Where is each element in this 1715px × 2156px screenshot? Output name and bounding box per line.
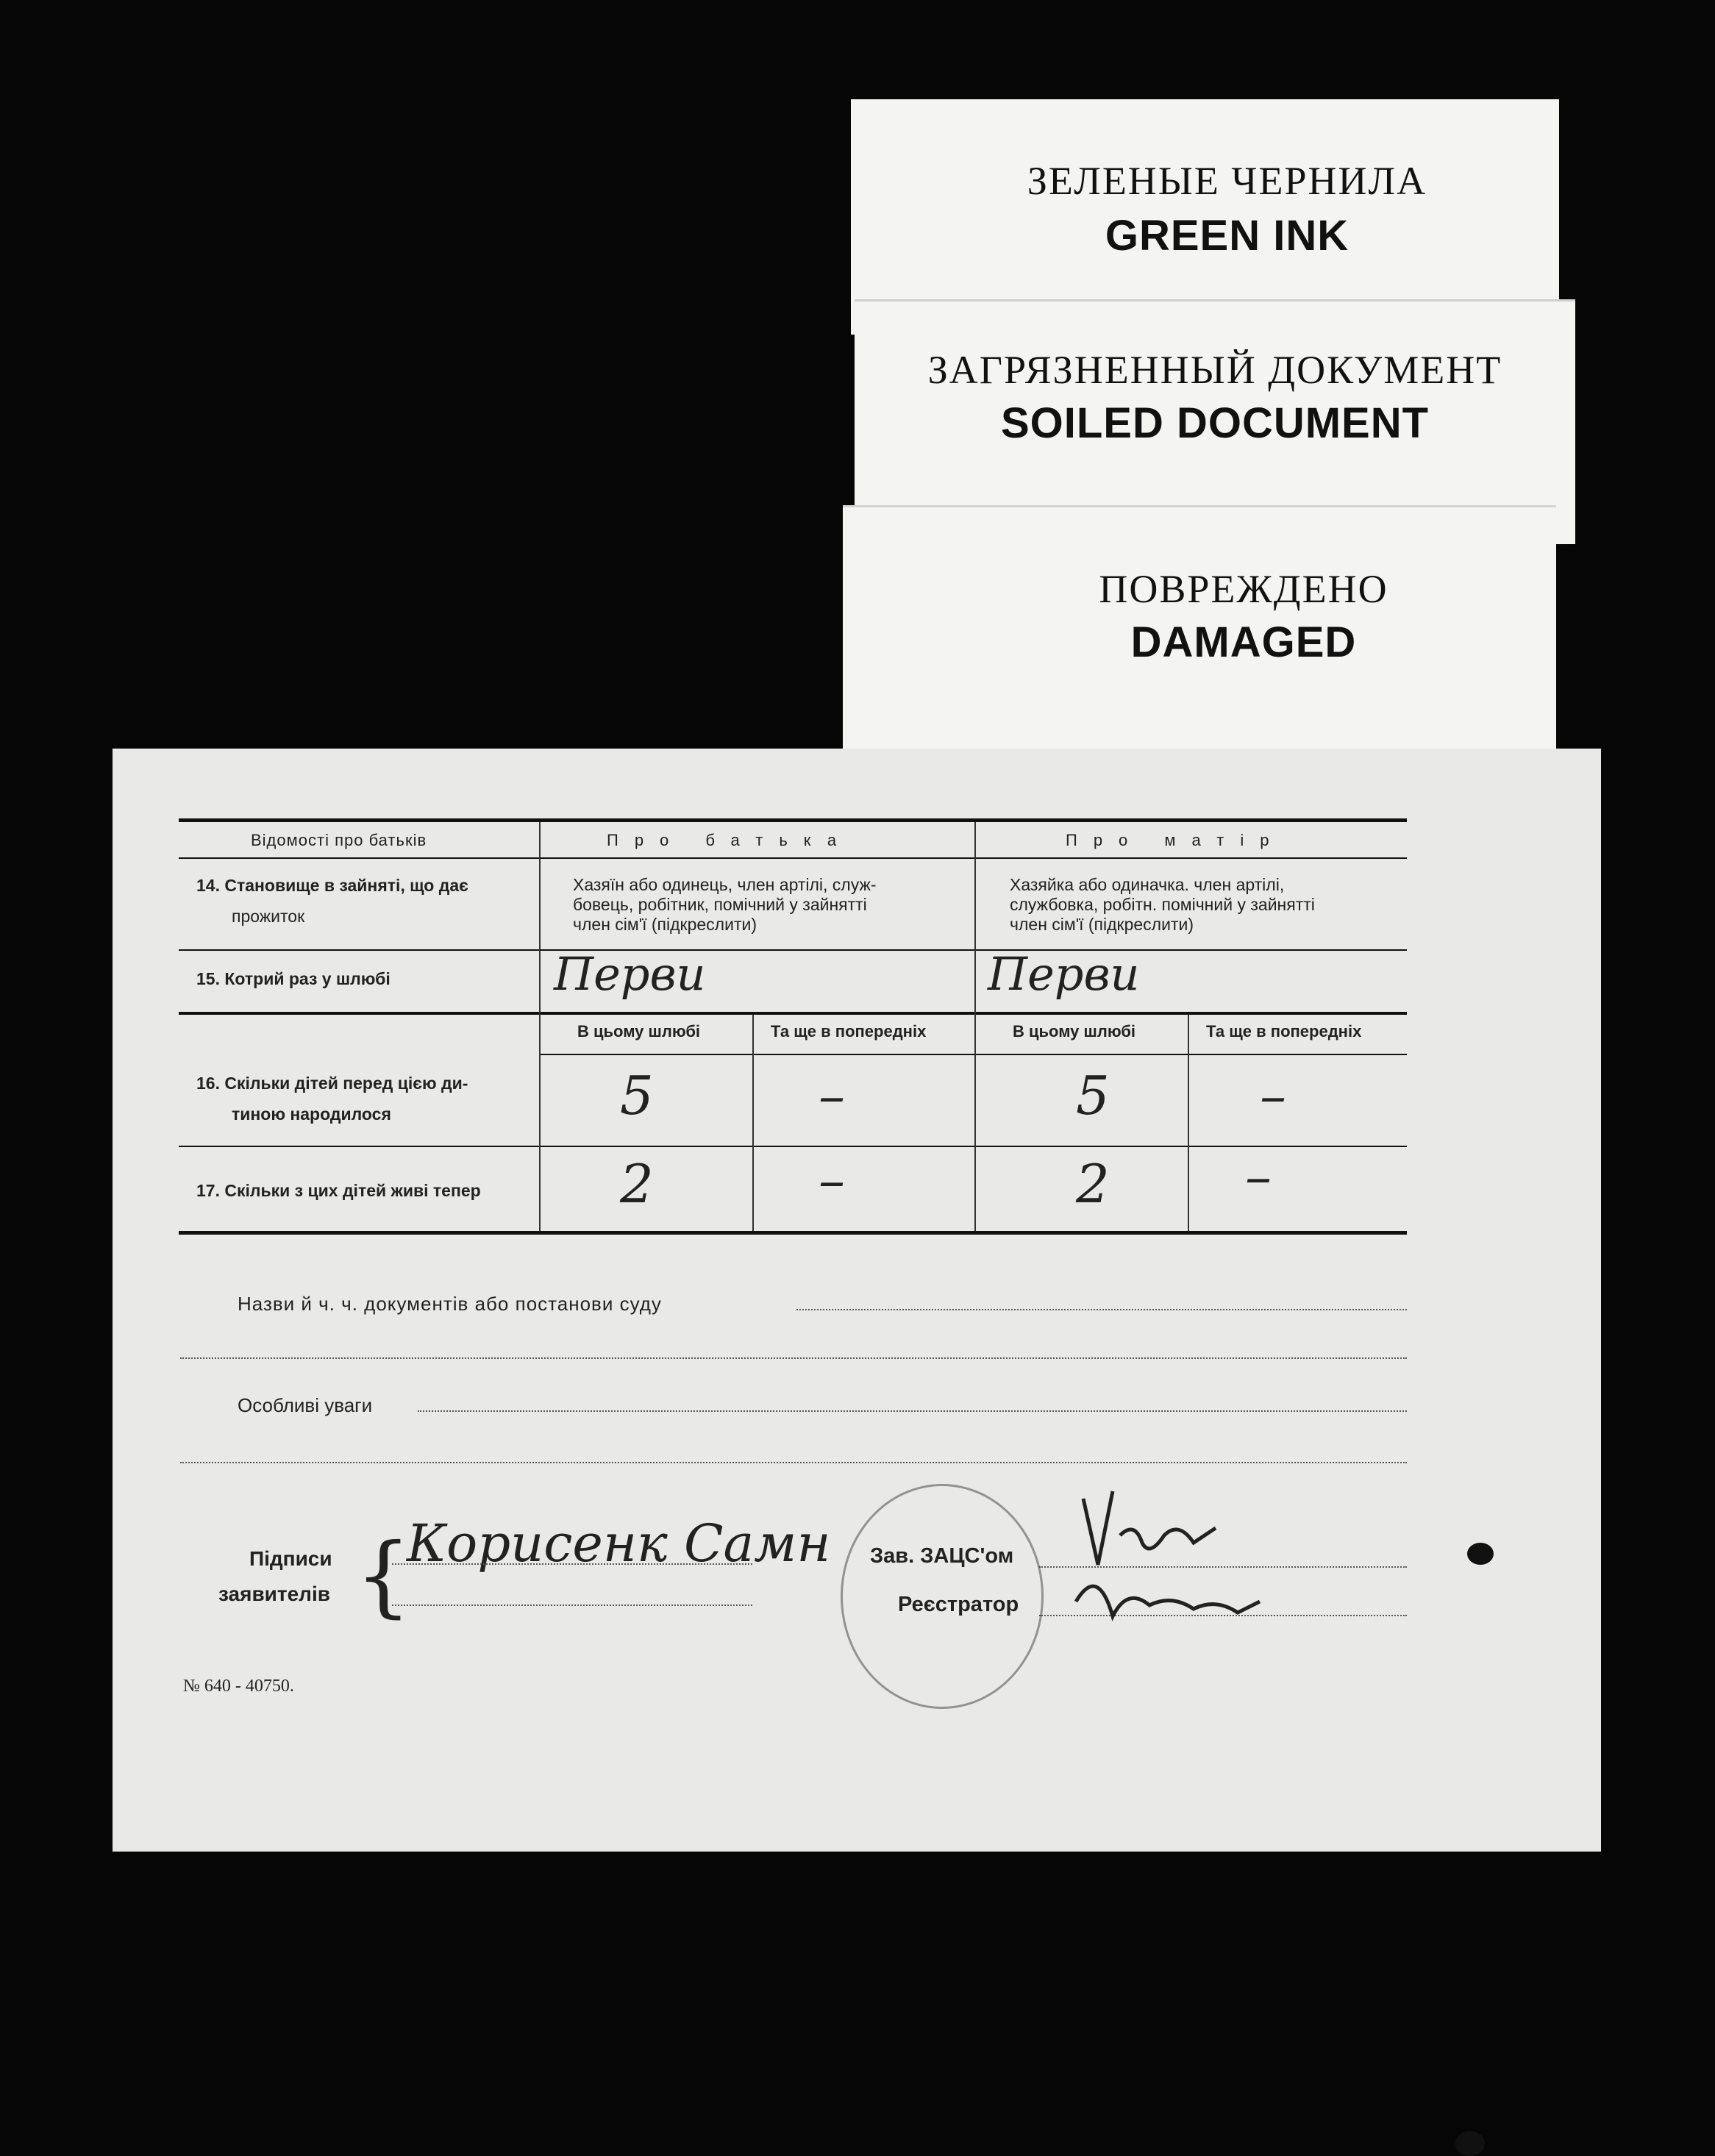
col-divider (752, 1015, 754, 1231)
table-top-rule (179, 818, 1407, 822)
row16-rule (179, 1146, 1407, 1147)
row16-value: – (819, 1065, 845, 1127)
subheader-rule (539, 1054, 1407, 1055)
form-number: № 640 - 40750. (183, 1677, 294, 1696)
registration-form-sheet (113, 749, 1601, 1852)
documents-label: Назви й ч. ч. документів або постанови суду (238, 1293, 662, 1315)
signature-line (392, 1604, 752, 1606)
header-rule (179, 857, 1407, 859)
row17-value: – (1245, 1146, 1272, 1207)
signatures-label: Підписи (249, 1547, 332, 1570)
row14-rule (179, 949, 1407, 951)
slip-damaged (843, 507, 1556, 772)
subheader-previous-mother: Та ще в попередніх (1206, 1022, 1362, 1040)
option-line: член сім'ї (підкреслити) (573, 915, 757, 934)
head-label: Зав. ЗАЦС'ом (870, 1544, 1014, 1568)
row17-value: – (819, 1149, 845, 1211)
signatures-brace: { (355, 1525, 412, 1627)
option-line: Хазяїн або одинець, член артілі, служ- (573, 875, 877, 894)
col-divider (539, 822, 541, 1231)
subheader-this-marriage-mother: В цьому шлюбі (1013, 1022, 1136, 1040)
row17-value: 2 (620, 1153, 654, 1215)
header-mother: Про матір (1066, 831, 1286, 849)
slip-ru-text: ЗЕЛЕНЫЕ ЧЕРНИЛА (1027, 159, 1427, 203)
notes-line (418, 1410, 1407, 1412)
option-line: службовка, робітн. помічний у зайнятті (1010, 895, 1315, 914)
table-bottom-rule (179, 1231, 1407, 1235)
slip-en-text: SOILED DOCUMENT (1000, 399, 1430, 447)
header-father: Про батька (607, 831, 853, 849)
official-signatures (1069, 1477, 1333, 1646)
row14-father-options (573, 875, 877, 935)
row15-father-value: Перви (554, 947, 706, 1001)
punch-hole (1455, 2131, 1485, 2156)
notes-label: Особливі уваги (238, 1394, 373, 1416)
slip-ru-text: ЗАГРЯЗНЕННЫЙ ДОКУМЕНТ (927, 348, 1502, 392)
col-divider (1188, 1015, 1189, 1231)
registrar-label: Реєстратор (898, 1593, 1019, 1616)
row16-value: – (1260, 1065, 1286, 1127)
row17-label: 17. Скільки з цих дітей живі тепер (196, 1181, 481, 1200)
slip-green-ink (851, 99, 1559, 335)
row14-label-cont: прожиток (232, 907, 305, 926)
row16-value: 5 (1076, 1065, 1110, 1127)
slip-en-text: DAMAGED (1130, 618, 1357, 666)
punch-hole (1467, 1543, 1494, 1565)
row15-label: 15. Котрий раз у шлюбі (196, 969, 391, 988)
row17-value: 2 (1076, 1153, 1110, 1215)
row16-value: 5 (620, 1065, 654, 1127)
option-line: бовець, робітник, помічний у зайнятті (573, 895, 867, 914)
subheader-this-marriage-father: В цьому шлюбі (577, 1022, 701, 1040)
slip-en-text: GREEN INK (1105, 212, 1349, 260)
signature-line (392, 1563, 752, 1565)
header-parents-info: Відомості про батьків (251, 831, 427, 849)
documents-line (796, 1309, 1407, 1310)
col-divider (974, 822, 976, 1231)
slip-ru-text: ПОВРЕЖДЕНО (1099, 567, 1388, 611)
row14-label: 14. Становище в зайняті, що дає (196, 876, 468, 895)
signatures-label-cont: заявителів (218, 1582, 330, 1605)
option-line: Хазяйка або одиначка. член артілі, (1010, 875, 1285, 894)
row16-label-cont: тиною народилося (232, 1104, 391, 1124)
applicant-signature: Корисенк Самн (407, 1513, 831, 1574)
documents-line (180, 1357, 1407, 1359)
row15-rule (179, 1012, 1407, 1015)
official-stamp (841, 1484, 1044, 1709)
row15-mother-value: Перви (988, 947, 1140, 1001)
row16-label: 16. Скільки дітей перед цією ди- (196, 1074, 468, 1093)
option-line: член сім'ї (підкреслити) (1010, 915, 1194, 934)
row14-mother-options (1010, 875, 1315, 935)
notes-line (180, 1462, 1407, 1463)
subheader-previous-father: Та ще в попередніх (771, 1022, 927, 1040)
